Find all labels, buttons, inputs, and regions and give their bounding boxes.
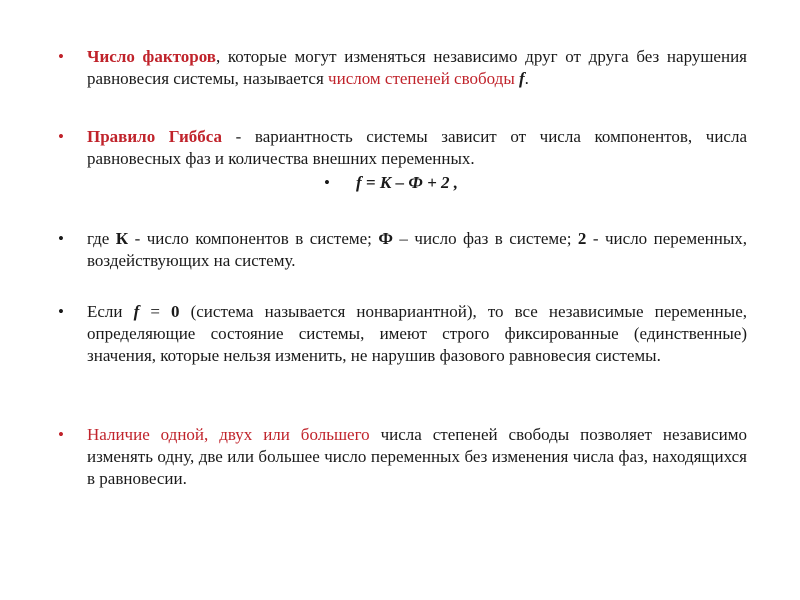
p3-t3: – число фаз в системе; (392, 229, 578, 248)
p4-eq: = (139, 302, 172, 321)
paragraph-gibbs-rule (87, 126, 747, 170)
symbol-phi: Ф (378, 229, 393, 248)
p2-text: - вариантность системы зависит от числа компонентов, числа равновесных фаз и количества внешних переменных. (87, 127, 747, 168)
formula-bullet: • (324, 173, 330, 192)
paragraph-definitions (87, 228, 747, 272)
symbol-two: 2 (577, 229, 587, 248)
p1-end: . (524, 69, 529, 88)
term-gibbs-rule: Правило Гиббса (87, 127, 223, 146)
bullet-1: • (58, 47, 64, 66)
paragraph-multiple-degrees (87, 424, 747, 490)
p5-text: числа степеней свободы позволяет независимо изменять одну, две или большее число переменных без изменения числа фаз, находящихся в равновесии. (87, 425, 747, 488)
symbol-k: К (115, 229, 129, 248)
bullet-4: • (58, 302, 64, 321)
p3-t4: - число переменных, воздействующих на систему. (87, 229, 748, 270)
value-zero: 0 (171, 302, 180, 321)
p3-t1: где (87, 229, 116, 248)
paragraph-invariant (87, 301, 747, 367)
bullet-2: • (58, 127, 64, 146)
gibbs-formula: f = К – Ф + 2 , (356, 173, 459, 192)
p5-highlight: Наличие одной, двух или большего (87, 425, 370, 444)
p4-t1: Если (87, 302, 134, 321)
var-f-2: f (133, 302, 140, 321)
p4-t2: (система называется нонвариантной), то все независимые переменные, определяющие состояние системы, имеют строго фиксированные (единственные) значения, которые нельзя изменить, не нарушив фазового равновесия системы. (87, 302, 747, 365)
var-f: f (519, 69, 525, 88)
term-number-of-factors: Число факторов (87, 47, 216, 66)
bullet-5: • (58, 425, 64, 444)
p1-text: , которые могут изменяться независимо друг от друга без нарушения равновесия системы, называется (87, 47, 747, 88)
bullet-3: • (58, 229, 64, 248)
p3-t2: - число компонентов в системе; (128, 229, 379, 248)
paragraph-degrees-of-freedom (87, 46, 747, 90)
term-degrees-of-freedom: числом степеней свободы (328, 69, 519, 88)
